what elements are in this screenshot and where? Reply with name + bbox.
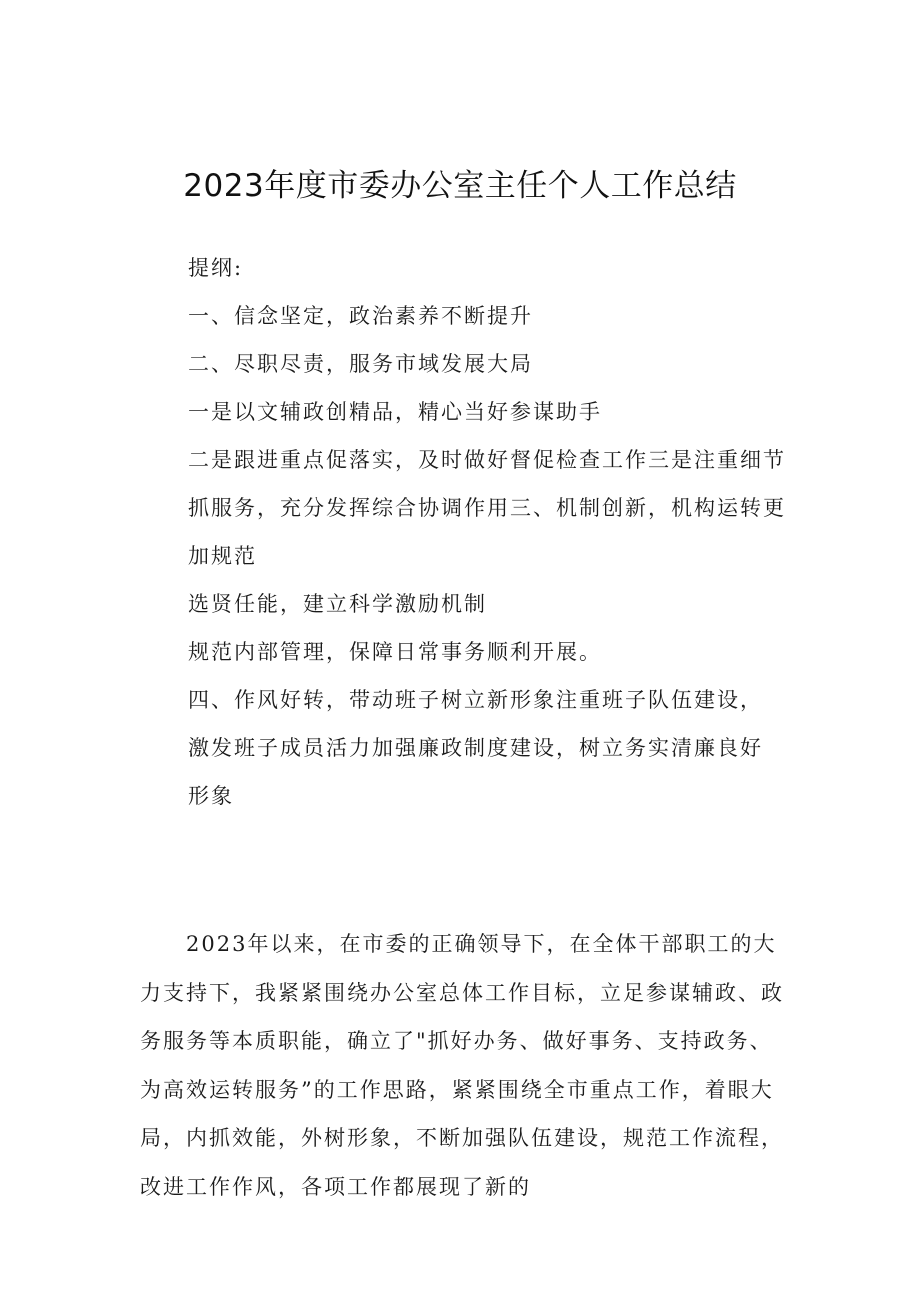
outline-line: 形象	[188, 784, 234, 808]
body-line: 力支持下，我紧紧围绕办公室总体工作目标，立足参谋辅政、政	[140, 980, 784, 1005]
body-line: 务服务等本质职能，确立了"抓好办务、做好事务、支持政务、	[140, 1029, 773, 1053]
outline-line: 一、信念坚定，政治素养不断提升	[188, 304, 533, 328]
outline-line: 抓服务，充分发挥综合协调作用三、机制创新，机构运转更	[188, 496, 786, 520]
outline-line: 提纲:	[188, 256, 244, 280]
body-paragraph	[140, 920, 800, 1211]
body-line: 2023年以来，在市委的正确领导下，在全体干部职工的大	[186, 932, 777, 956]
document-title: 2023年度市委办公室主任个人工作总结	[183, 168, 737, 204]
outline-line: 加规范	[188, 544, 257, 568]
outline-line: 一是以文辅政创精品，精心当好参谋助手	[188, 400, 602, 424]
body-line: 改进工作作风，各项工作都展现了新的	[140, 1174, 531, 1199]
outline-line: 规范内部管理，保障日常事务顺利开展。	[188, 640, 602, 664]
body-line: 局，内抓效能，外树形象，不断加强队伍建设，规范工作流程，	[140, 1126, 784, 1150]
outline-section	[188, 244, 798, 820]
outline-line: 激发班子成员活力加强廉政制度建设，树立务实清廉良好	[188, 736, 763, 760]
outline-line: 四、作风好转，带动班子树立新形象注重班子队伍建设，	[188, 688, 763, 712]
outline-line: 选贤任能，建立科学激励机制	[188, 592, 487, 616]
outline-line: 二、尽职尽责，服务市域发展大局	[188, 352, 533, 376]
body-line: 为高效运转服务”的工作思路，紧紧围绕全市重点工作，着眼大	[140, 1077, 774, 1102]
outline-line: 二是跟进重点促落实，及时做好督促检查工作三是注重细节	[188, 448, 786, 472]
